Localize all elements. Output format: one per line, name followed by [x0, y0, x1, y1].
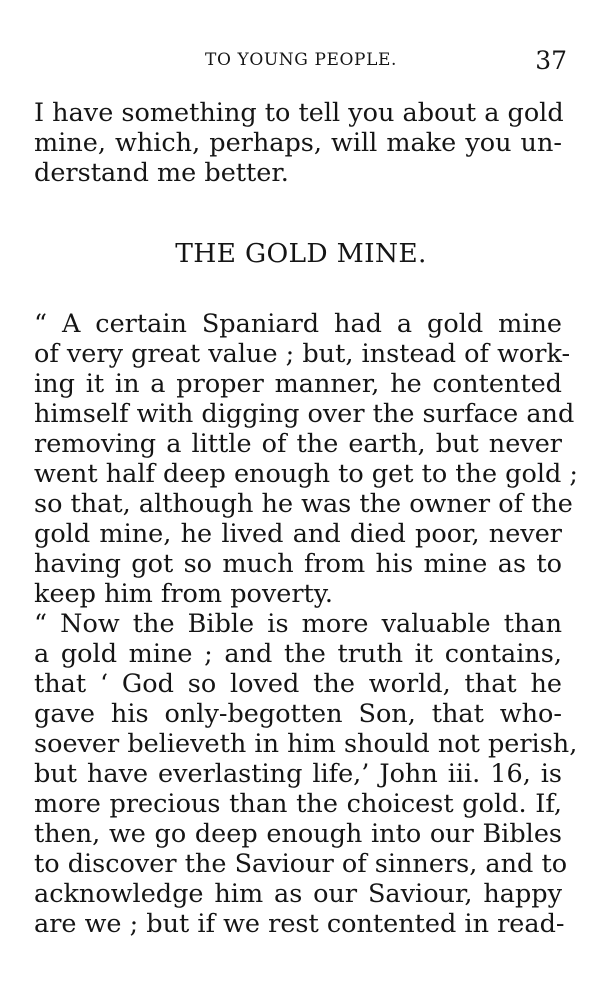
- paragraph-line: gold mine, he lived and died poor, never: [34, 519, 562, 549]
- paragraph-line: keep him from poverty.: [34, 579, 333, 609]
- paragraph-line: so that, although he was the owner of the: [34, 489, 573, 519]
- intro-line: mine, which, perhaps, will make you un-: [34, 128, 562, 158]
- paragraph-line: went half deep enough to get to the gold ;: [34, 459, 578, 489]
- paragraph-line: are we ; but if we rest contented in read-: [34, 909, 565, 939]
- paragraph-line: to discover the Saviour of sinners, and to: [34, 849, 568, 879]
- paragraph-line: of very great value ; but, instead of work-: [34, 339, 571, 369]
- paragraph-line: then, we go deep enough into our Bibles: [34, 819, 562, 849]
- running-header: [35, 46, 567, 78]
- paragraph-line: acknowledge him as our Saviour, happy: [34, 879, 562, 909]
- paragraph-line: himself with digging over the surface and: [34, 399, 575, 429]
- paragraph-line: removing a little of the earth, but never: [34, 429, 562, 459]
- running-title: TO YOUNG PEOPLE.: [205, 50, 397, 70]
- paragraph-line: but have everlasting life,’ John iii. 16, is: [34, 759, 562, 789]
- paragraph-line: “ Now the Bible is more valuable than: [34, 609, 562, 639]
- paragraph-line: more precious than the choicest gold. If,: [34, 789, 562, 819]
- section-heading: THE GOLD MINE.: [175, 238, 427, 269]
- paragraph-line: ing it in a proper manner, he contented: [34, 369, 562, 399]
- paragraph-line: “ A certain Spaniard had a gold mine: [34, 309, 562, 339]
- paragraph-line: having got so much from his mine as to: [34, 549, 562, 579]
- page-number: 37: [535, 46, 567, 75]
- paragraph-line: soever believeth in him should not perish,: [34, 729, 578, 759]
- paragraph-line: gave his only-begotten Son, that who-: [34, 699, 562, 729]
- paragraph-line: a gold mine ; and the truth it contains,: [34, 639, 562, 669]
- intro-line: I have something to tell you about a gold: [34, 98, 564, 128]
- intro-line: derstand me better.: [34, 158, 289, 188]
- paragraph-line: that ‘ God so loved the world, that he: [34, 669, 562, 699]
